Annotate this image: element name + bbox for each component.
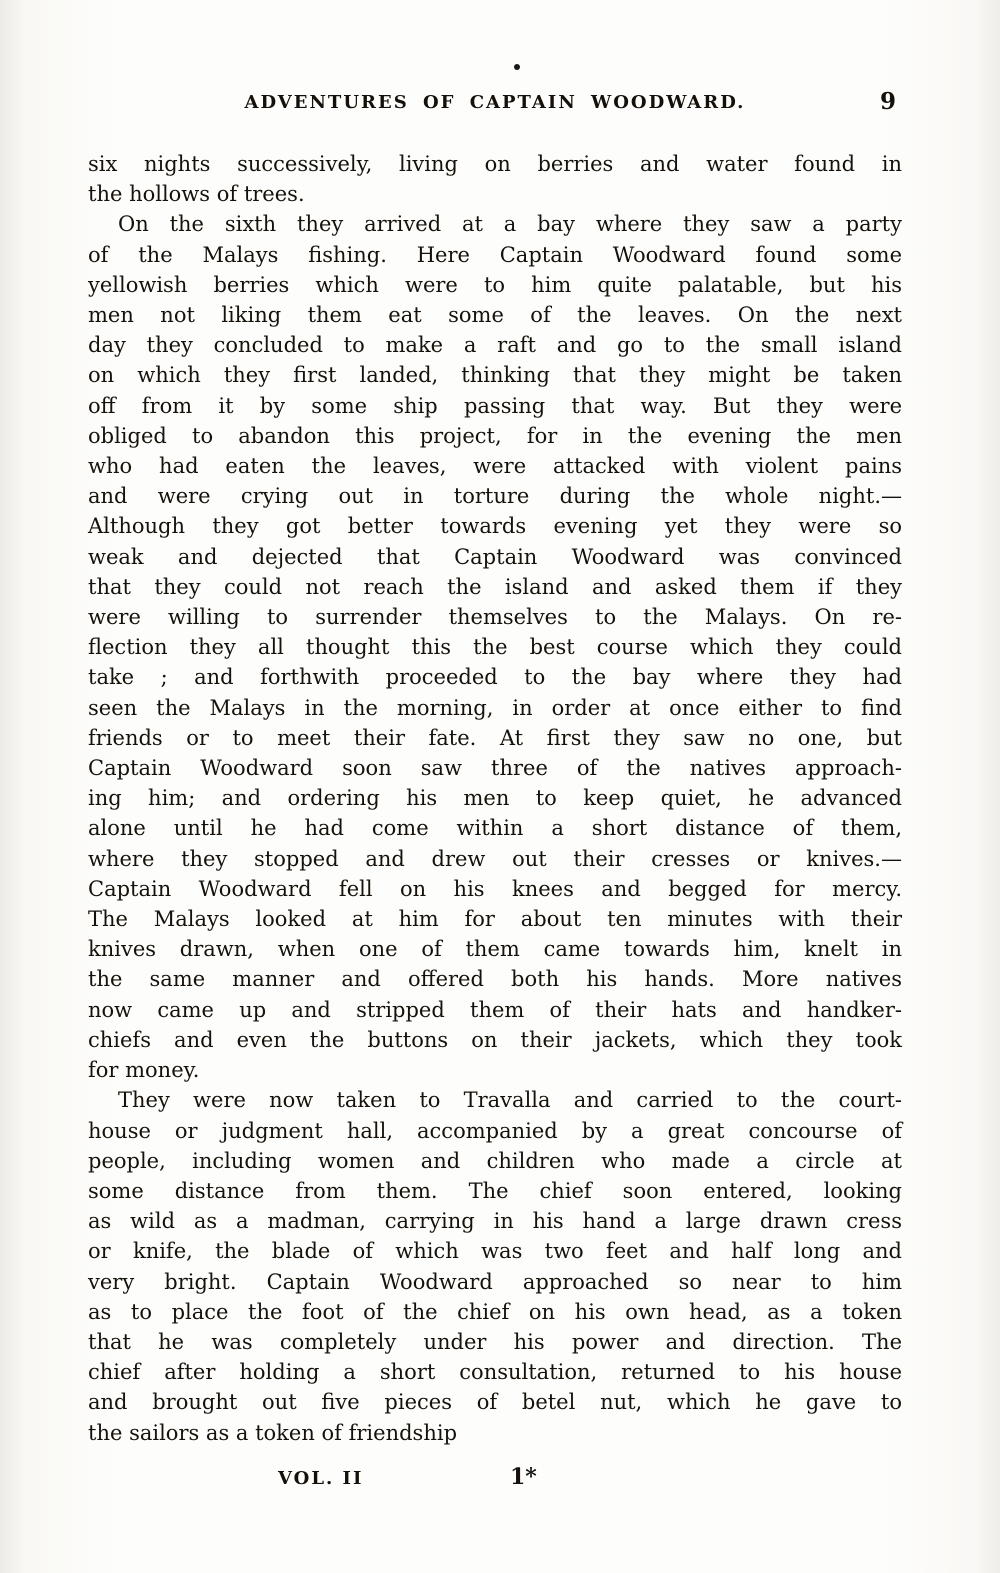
page-number: 9 <box>879 88 896 115</box>
text-line: house or judgment hall, accompanied by a great concourse of <box>88 1118 902 1143</box>
text-line: for money. <box>88 1058 200 1083</box>
text-line: flection they all thought this the best course which they could <box>88 635 902 660</box>
text-line: obliged to abandon this project, for in the evening the men <box>88 423 902 448</box>
text-line: that he was completely under his power and direction. The <box>88 1329 902 1354</box>
text-line: or knife, the blade of which was two feet and half long and <box>88 1239 902 1264</box>
text-line: as to place the foot of the chief on his own head, as a token <box>88 1299 902 1324</box>
text-line: on which they first landed, thinking that they might be taken <box>88 363 902 388</box>
text-line: Captain Woodward fell on his knees and begged for mercy. <box>88 876 902 901</box>
running-title: ADVENTURES OF CAPTAIN WOODWARD. <box>244 92 746 113</box>
text-line: of the Malays fishing. Here Captain Woodward found some <box>88 242 902 267</box>
text-line: take ; and forthwith proceeded to the bay where they had <box>88 665 902 690</box>
text-line: the hollows of trees. <box>88 182 305 207</box>
text-line: On the sixth they arrived at a bay where they saw a party <box>118 212 902 237</box>
text-line: and were crying out in torture during the whole night.— <box>88 484 902 509</box>
text-line: were willing to surrender themselves to the Malays. On re- <box>88 605 902 630</box>
text-line: six nights successively, living on berries and water found in <box>88 152 902 176</box>
text-line: yellowish berries which were to him quite palatable, but his <box>88 272 902 297</box>
paragraph <box>88 209 902 1085</box>
text-line: very bright. Captain Woodward approached so near to him <box>88 1269 902 1294</box>
text-line: the same manner and offered both his hands. More natives <box>88 967 902 992</box>
text-line: friends or to meet their fate. At first they saw no one, but <box>88 725 902 750</box>
text-line: men not liking them eat some of the leaves. On the next <box>88 303 902 328</box>
text-line: seen the Malays in the morning, in order at once either to find <box>88 695 902 720</box>
text-line: now came up and stripped them of their hats and handker- <box>88 997 902 1022</box>
text-line: Captain Woodward soon saw three of the natives approach- <box>88 756 902 781</box>
text-line: who had eaten the leaves, were attacked with violent pains <box>88 454 902 479</box>
text-line: chief after holding a short consultation, returned to his house <box>88 1360 902 1385</box>
paragraph <box>88 149 902 209</box>
text-line: some distance from them. The chief soon entered, looking <box>88 1178 902 1203</box>
page-body <box>88 149 902 1448</box>
volume-label: VOL. II <box>278 1468 364 1489</box>
text-line: knives drawn, when one of them came towards him, knelt in <box>88 937 902 962</box>
page-footer <box>88 1464 902 1498</box>
text-line: that they could not reach the island and asked them if they <box>88 574 902 599</box>
paragraph <box>88 1085 902 1447</box>
text-line: weak and dejected that Captain Woodward was convinced <box>88 544 902 569</box>
text-line: people, including women and children who made a circle at <box>88 1148 902 1173</box>
text-line: off from it by some ship passing that way. But they were <box>88 393 902 418</box>
text-line: and brought out five pieces of betel nut, which he gave to <box>88 1390 902 1415</box>
text-line: as wild as a madman, carrying in his hand a large drawn cress <box>88 1209 902 1234</box>
text-line: day they concluded to make a raft and go to the small island <box>88 333 902 358</box>
text-line: alone until he had come within a short distance of them, <box>88 816 902 841</box>
text-line: chiefs and even the buttons on their jackets, which they took <box>88 1027 902 1052</box>
text-line: where they stopped and drew out their cresses or knives.— <box>88 846 902 871</box>
printers-mark-dot <box>514 64 520 70</box>
text-line: They were now taken to Travalla and carried to the court- <box>118 1088 902 1113</box>
text-line: Although they got better towards evening yet they were so <box>88 514 902 539</box>
signature-mark: 1* <box>510 1464 537 1490</box>
text-line: the sailors as a token of friendship <box>88 1420 458 1445</box>
text-line: ing him; and ordering his men to keep quiet, he advanced <box>88 786 902 811</box>
text-line: The Malays looked at him for about ten minutes with their <box>88 907 902 932</box>
page-header <box>88 88 902 120</box>
